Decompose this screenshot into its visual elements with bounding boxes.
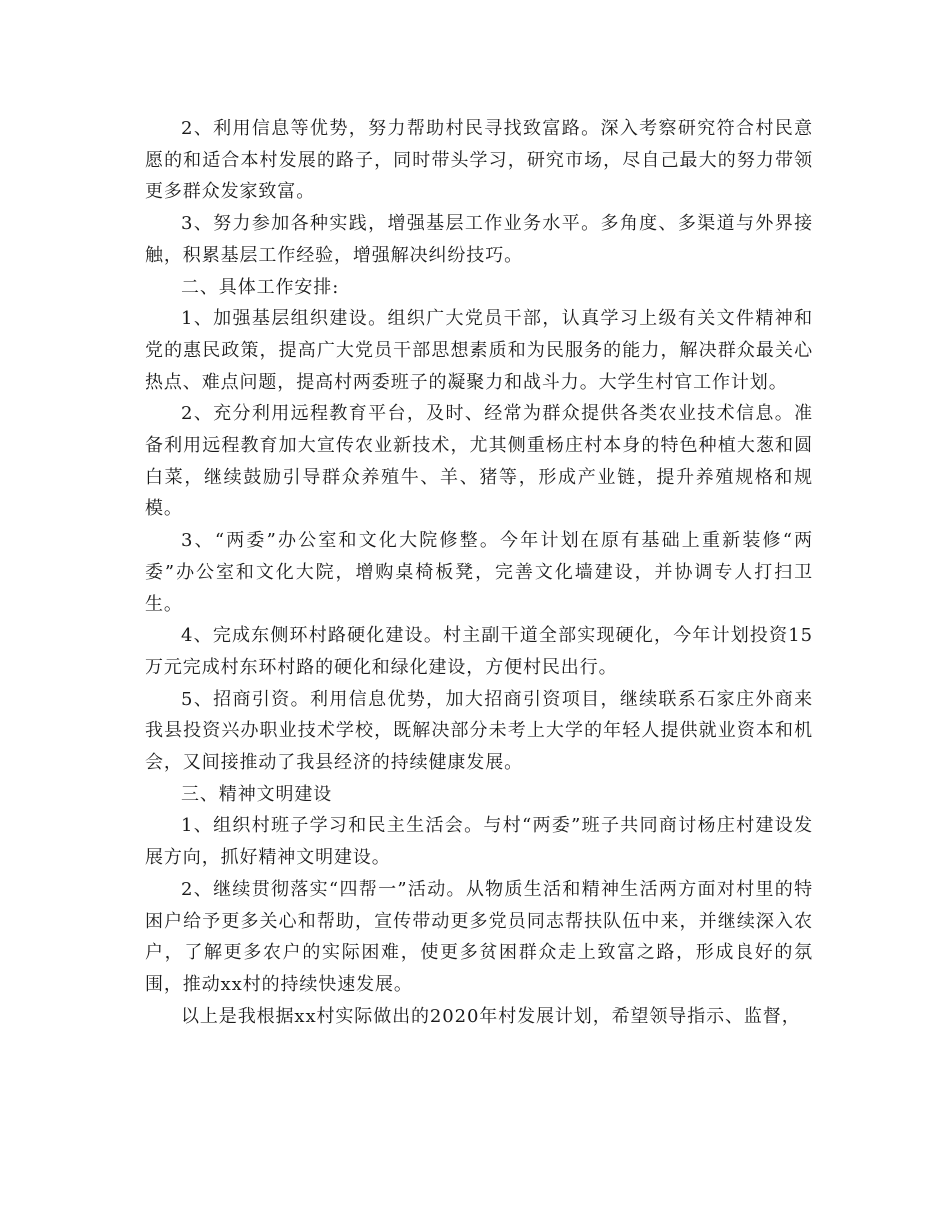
paragraph-6: 3、“两委”办公室和文化大院修整。今年计划在原有基础上重新装修“两委”办公室和文化大院，增购桌椅板凳，完善文化墙建设，并协调专人打扫卫生。 xyxy=(145,530,813,615)
paragraph-1: 2、利用信息等优势，努力帮助村民寻找致富路。深入考察研究符合村民意愿的和适合本村发展的路子，同时带头学习，研究市场，尽自己最大的努力带领更多群众发家致富。 xyxy=(145,118,813,203)
paragraph-7: 4、完成东侧环村路硬化建设。村主副干道全部实现硬化，今年计划投资15万元完成村东环村路的硬化和绿化建设，方便村民出行。 xyxy=(145,625,813,678)
document-body xyxy=(145,113,813,1032)
section-heading-2: 二、具体工作安排: xyxy=(181,276,340,298)
paragraph-4: 1、加强基层组织建设。组织广大党员干部，认真学习上级有关文件精神和党的惠民政策，提高广大党员干部思想素质和为民服务的能力，解决群众最关心热点、难点问题，提高村两委班子的凝聚力和战斗力。大学生村官工作计划。 xyxy=(145,308,813,393)
section-heading-3: 三、精神文明建设 xyxy=(181,783,333,805)
paragraph-12: 以上是我根据xx村实际做出的2020年村发展计划，希望领导指示、监督， xyxy=(181,1005,801,1027)
paragraph-10: 1、组织村班子学习和民主生活会。与村“两委”班子共同商讨杨庄村建设发展方向，抓好精神文明建设。 xyxy=(145,815,813,869)
paragraph-8: 5、招商引资。利用信息优势，加大招商引资项目，继续联系石家庄外商来我县投资兴办职业技术学校，既解决部分未考上大学的年轻人提供就业资本和机会，又间接推动了我县经济的持续健康发展。 xyxy=(145,688,813,774)
paragraph-5: 2、充分利用远程教育平台，及时、经常为群众提供各类农业技术信息。准备利用远程教育加大宣传农业新技术，尤其侧重杨庄村本身的特色种植大葱和圆白菜，继续鼓励引导群众养殖牛、羊、猪等，形成产业链，提升养殖规格和规模。 xyxy=(145,403,813,520)
paragraph-11: 2、继续贯彻落实“四帮一”活动。从物质生活和精神生活两方面对村里的特困户给予更多关心和帮助，宣传带动更多党员同志帮扶队伍中来，并继续深入农户，了解更多农户的实际困难，使更多贫困群众走上致富之路，形成良好的氛围，推动xx村的持续快速发展。 xyxy=(145,878,813,995)
paragraph-2: 3、努力参加各种实践，增强基层工作业务水平。多角度、多渠道与外界接触，积累基层工作经验，增强解决纠纷技巧。 xyxy=(145,213,813,266)
